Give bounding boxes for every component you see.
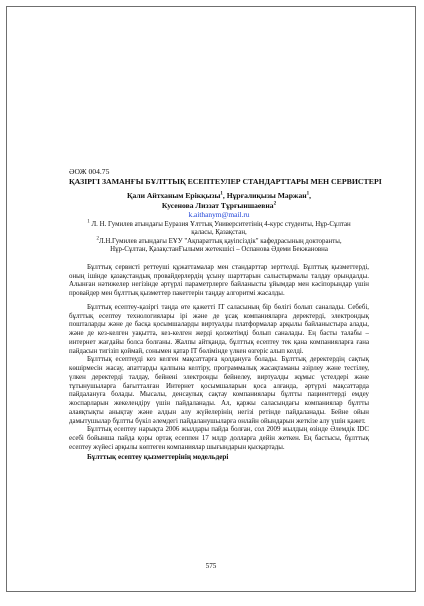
author-3: Кусенова Лиззат Тұрғыншаевна — [161, 200, 274, 210]
document-page — [6, 6, 416, 592]
udk-code: ӘОЖ 004.75 — [69, 167, 110, 176]
affiliations-block — [69, 221, 369, 255]
affiliation-2-line-2: Нұр-Сұлтан, ҚазақстанҒылыми жетекшісі – Оспанова Әдеми Бекжановна — [110, 246, 328, 254]
affiliation-2-line-1 — [69, 238, 369, 247]
authors-line-2 — [69, 201, 369, 211]
author-1: Қали Айтханым Ерікқызы — [126, 191, 221, 200]
affiliation-1-line-1 — [69, 221, 369, 230]
author-3-affil-mark: 2 — [273, 200, 277, 206]
affiliation-1-mark: 1 — [87, 219, 90, 225]
body-paragraph-3: Бұлттық есептеу нарықта 2006 жылдары пайда болған, сол 2009 жылдың өзінде Әлемдік IDC есебі бойынша пайда қоры ортақ есеппен 17 млдр долларға дейін жеткен. Ең бастысы, бұлттық есептеу жүйесі арқылы көптеген компаниялар шығындарын қысқартады. — [69, 426, 369, 451]
page-number: 575 — [205, 562, 217, 570]
article-title: ҚАЗІРГІ ЗАМАНҒЫ БҰЛТТЫҚ ЕСЕПТЕУЛЕР СТАНДАРТТАРЫ МЕН СЕРВИСТЕРІ — [69, 177, 382, 186]
affiliation-1-line-2: қаласы, Қазақстан, — [191, 229, 247, 237]
body-text — [69, 304, 369, 462]
author-email-link[interactable]: k.aithanym@mail.ru — [188, 210, 250, 219]
affiliation-2-text: Л.Н.Гумилев атындағы ЕҰУ "Ақпараттық қауіпсіздік" кафедрасының докторанты, — [98, 237, 342, 245]
article-content — [69, 167, 382, 462]
affiliation-2-mark: 2 — [96, 236, 99, 242]
affiliation-1-text: Л. Н. Гумилев атындағы Еуразия Ұлттық Университетінің 4-курс студенты, Нұр-Сұлтан — [89, 220, 351, 228]
abstract-paragraph: Бұлттық сервисті реттеуші құжаттамалар мен стандарттар зерттелді. Бұлттық қызметтерді, оның ішінде қазақстандық провайдерлердің ұсыну шарттарын салыстырмалы талдау орындалды. Алынған нәтижелер негізінде әртүрлі параметрлерге байланысты ұйымдар мен кәсіпорындар үшін провайдер мен бұлттық қызметтер пакеттерін таңдау алгоритмі жасалды. — [69, 263, 369, 298]
author-2-affil-mark: 1 — [306, 191, 310, 197]
authors-separator: , — [309, 191, 312, 200]
authors-line-1 — [69, 191, 369, 201]
authors-block — [69, 191, 369, 220]
author-2: , Нұрғалиқызы Маржан — [222, 191, 307, 200]
author-1-affil-mark: 1 — [220, 191, 223, 197]
section-subheading: Бұлттық есептеу қызметтерінің модельдері — [87, 452, 229, 461]
body-paragraph-2: Бұлттық есептеуді кез келген мақсаттарға қолдануға болады. Бұлттық деректердің сақтық көшірмесін жасау, апаттарды қалпына келтіру, программалық жасақтаманы әзірлеу және тестілеу, үлкен деректерді талдау, бейнені электронды бейнелеу, виртуалды жұмыс үстелдері және тұтынушыларға бағытталған Интернет қосымшаларын қоса алғанда, әртүрлі мақсаттарда пайдалануға болады. Мысалы, денсаулық сақтау компаниялары бұлтты пациенттерді емдеу жоспарларын жекелендіру үшін пайдаланады. Ал, қаржы саласындағы компаниялар бұлтты алаяқтықты анықтау және алдын алу жүйелерінің негізі ретінде пайдаланады. Бейне ойын дамытушылар бұлтты бүкіл әлемдегі пайдаланушыларға онлайн ойындарын жеткізе алу үшін қажет. — [69, 356, 369, 425]
body-paragraph-1: Бұлттық есептеу-қазіргі таңда өте қажетті IT саласының бір бөлігі болып саналады. Себебі, бұлттық есептеу технологиялары ірі және де ұсақ компанияларға деректерді, электрондық пошталарды және де басқа қосымшаларды виртуалды платформалар арқылы байланыстыра алады, және де кез-келген уақытта, кез-келген жерді қолжетімді болып саналады. Ең басты талабы – интернет жағдайы болса болғаны. Жалпы айтқанда, бұлттық есептеу тек қана компанияларға ғана пайдасын тигізіп қоймай, сонымен қатар IT бөлімінде үлкен өзгеріс алып келді. — [69, 303, 369, 355]
